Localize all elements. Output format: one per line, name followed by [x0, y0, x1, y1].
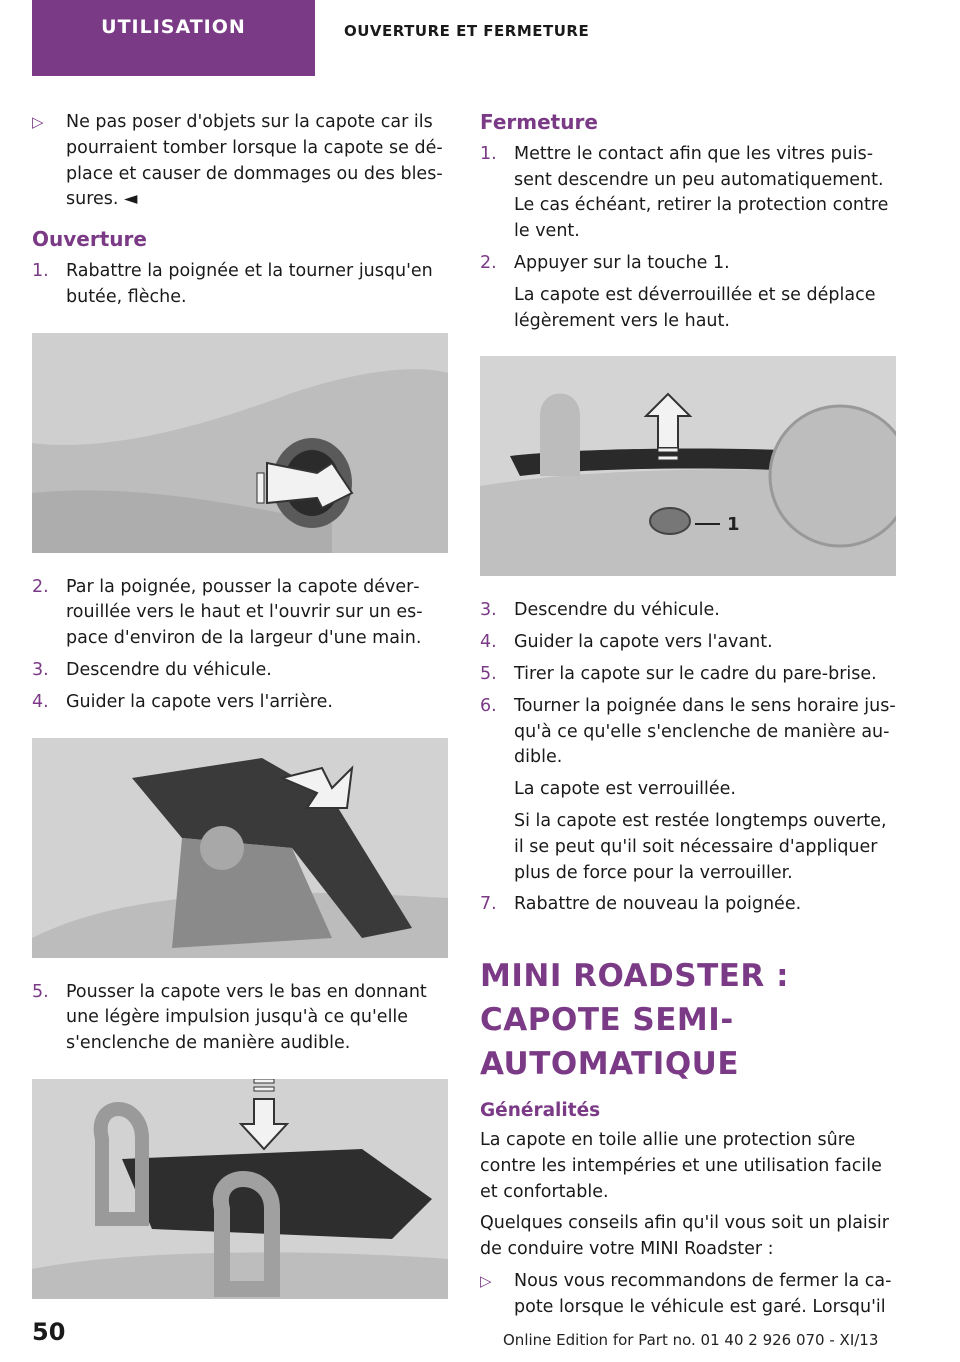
intro-bullet-text: Ne pas poser d'objets sur la capote car ils pourraient tomber lorsque la capote se déplace et causer de dommages ou des blessures. ◄ [66, 112, 443, 210]
intro-bullet-item [32, 110, 448, 213]
handle-rotate-illustration [32, 333, 448, 553]
step-continuation: La capote est verrouillée. [514, 779, 736, 800]
step-number: 1. [32, 260, 49, 281]
step-number: 6. [480, 695, 497, 716]
heading-fermeture: Fermeture [480, 110, 598, 134]
edition-note: Online Edition for Part no. 01 40 2 926 070 - XI/13 [503, 1331, 879, 1349]
step-text: Descendre du véhicule. [514, 600, 720, 621]
step-text: Descendre du véhicule. [66, 659, 272, 680]
step-number: 4. [32, 691, 49, 712]
chapter-heading: MINI ROADSTER : CAPOTE SEMI-AUTOMATIQUE [480, 958, 789, 1083]
step-number: 2. [32, 576, 49, 597]
list-item [32, 575, 448, 652]
list-item [32, 658, 448, 684]
bullet-text: Nous vous recommandons de fermer la capote lorsque le véhicule est garé. Lorsqu'il [514, 1270, 892, 1317]
roof-down-illustration [32, 1079, 448, 1299]
step-number: 3. [32, 659, 49, 680]
list-item [32, 259, 448, 311]
section-title: OUVERTURE ET FERMETURE [344, 22, 590, 40]
step-continuation: La capote est déverrouillée et se déplace légèrement vers le haut. [514, 284, 876, 331]
page-number: 50 [32, 1318, 66, 1346]
triangle-bullet-icon: ▷ [480, 1271, 492, 1290]
sub-heading-generalites: Généralités [480, 1100, 601, 1122]
paragraph: Quelques conseils afin qu'il vous soit un plaisir de conduire votre MINI Roadster : [480, 1213, 889, 1260]
step-text: Rabattre de nouveau la poignée. [514, 894, 802, 915]
triangle-bullet-icon: ▷ [32, 113, 44, 131]
list-item [480, 142, 896, 245]
button-illustration [480, 356, 896, 576]
header-tab-label: UTILISATION [101, 16, 246, 38]
figure-handle-rotate [32, 333, 448, 553]
step-text: Appuyer sur la touche 1. [514, 252, 730, 273]
step-number: 5. [32, 981, 49, 1002]
figure-callout-label: 1 [727, 514, 740, 536]
list-item [480, 694, 896, 771]
step-text: Tirer la capote sur le cadre du pare-brise. [514, 663, 877, 684]
step-text: Mettre le contact afin que les vitres puissent descendre un peu automatiquement. Le cas échéant, retirer la protection contre le vent. [514, 143, 889, 242]
list-item [480, 598, 896, 624]
step-number: 1. [480, 143, 497, 164]
step-text: Pousser la capote vers le bas en donnant une légère impulsion jusqu'à ce qu'elle s'enclenche de manière audible. [66, 981, 427, 1054]
step-number: 5. [480, 663, 497, 684]
paragraph: La capote en toile allie une protection sûre contre les intempéries et une utilisation facile et confortable. [480, 1129, 882, 1202]
step-number: 7. [480, 894, 497, 915]
step-text: Guider la capote vers l'arrière. [66, 691, 333, 712]
heading-ouverture: Ouverture [32, 227, 147, 252]
bullet-item [480, 1269, 896, 1321]
list-item [480, 892, 896, 918]
step-text: Guider la capote vers l'avant. [514, 632, 773, 653]
figure-button-1 [480, 356, 896, 576]
step-text: Tourner la poignée dans le sens horaire jusqu'à ce qu'elle s'enclenche de manière audible. [514, 695, 896, 768]
step-number: 3. [480, 600, 497, 621]
right-column [480, 110, 896, 1327]
step-number: 2. [480, 252, 497, 273]
figure-roof-down [32, 1079, 448, 1299]
step-text: Rabattre la poignée et la tourner jusqu'en butée, flèche. [66, 260, 433, 307]
list-item [480, 662, 896, 688]
list-item [480, 630, 896, 656]
figure-roof-back [32, 738, 448, 958]
list-item [480, 251, 896, 277]
step-text: Par la poignée, pousser la capote déverrouillée vers le haut et l'ouvrir sur un espace d'environ de la largeur d'une main. [66, 576, 423, 649]
roof-back-illustration [32, 738, 448, 958]
step-number: 4. [480, 632, 497, 653]
left-column [32, 110, 448, 1321]
list-item [32, 690, 448, 716]
list-item [32, 980, 448, 1057]
step-continuation: Si la capote est restée longtemps ouverte, il se peut qu'il soit nécessaire d'appliquer plus de force pour la verrouiller. [514, 810, 887, 883]
